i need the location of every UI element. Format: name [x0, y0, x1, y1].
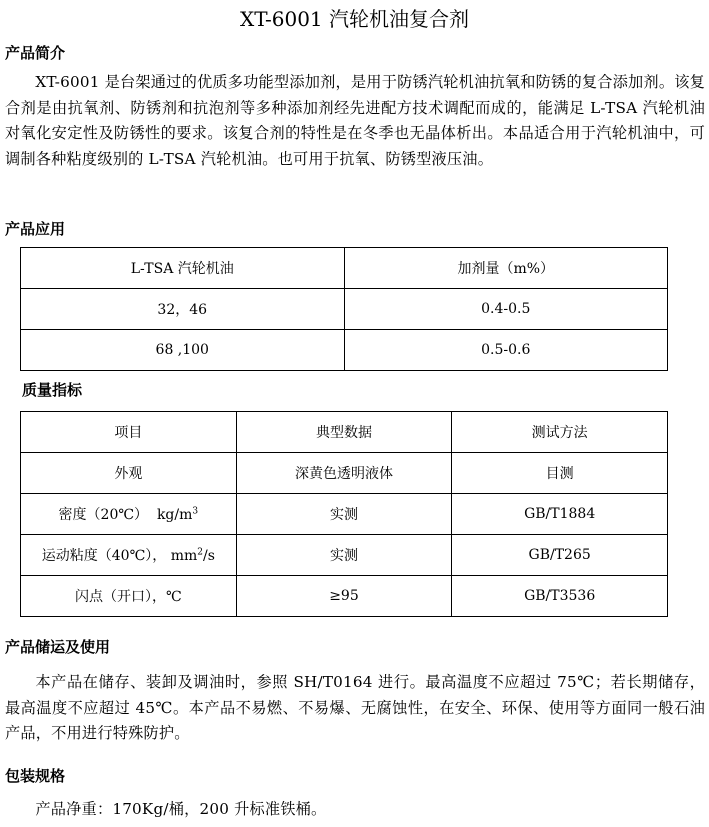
item-label: 闪点（开口），℃	[74, 589, 182, 605]
table-cell-item	[21, 494, 237, 535]
unit-label: kg/m	[156, 507, 193, 523]
table-header-cell: 测试方法	[452, 412, 668, 453]
table-header-row	[21, 248, 668, 289]
table-cell-method: GB/T1884	[452, 494, 668, 535]
packaging-paragraph: 产品净重：170Kg/桶，200 升标准铁桶。	[35, 800, 327, 818]
table-cell-method: 目测	[452, 453, 668, 494]
intro-heading: 产品简介	[5, 44, 66, 62]
unit-superscript: 2	[197, 547, 203, 558]
document-title: XT-6001 汽轮机油复合剂	[239, 7, 469, 31]
table-cell-method: GB/T3536	[452, 576, 668, 617]
table-cell-method: GB/T265	[452, 535, 668, 576]
quality-table	[20, 411, 668, 617]
table-header-cell: 项目	[21, 412, 237, 453]
unit-superscript: 3	[192, 506, 199, 517]
table-row	[21, 453, 668, 494]
item-label: 运动粘度（40℃），	[41, 548, 167, 564]
table-cell-value: 深黄色透明液体	[236, 453, 452, 494]
table-cell-value: 实测	[236, 535, 452, 576]
application-heading: 产品应用	[5, 220, 66, 238]
table-cell-item	[21, 453, 237, 494]
packaging-heading: 包装规格	[5, 767, 66, 785]
table-cell-item	[21, 535, 237, 576]
table-header-cell: L-TSA 汽轮机油	[21, 248, 345, 289]
table-header-row	[21, 412, 668, 453]
table-cell: 32，46	[21, 289, 345, 330]
application-table	[20, 247, 668, 371]
table-header-cell: 典型数据	[236, 412, 452, 453]
table-cell: 0.5-0.6	[344, 330, 668, 371]
table-row	[21, 535, 668, 576]
table-row	[21, 289, 668, 330]
unit-label: mm	[170, 548, 198, 564]
table-cell-value: ≥95	[236, 576, 452, 617]
item-label: 密度（20℃）	[58, 507, 149, 523]
table-cell-value: 实测	[236, 494, 452, 535]
table-cell: 0.4-0.5	[344, 289, 668, 330]
quality-heading: 质量指标	[22, 381, 83, 399]
table-cell-item	[21, 576, 237, 617]
table-row	[21, 330, 668, 371]
intro-paragraph: XT-6001 是台架通过的优质多功能型添加剂，是用于防锈汽轮机油抗氧和防锈的复合添加剂。该复合剂是由抗氧剂、防锈剂和抗泡剂等多种添加剂经先进配方技术调配而成的，能满足 L-TSA 汽轮机油对氧化安定性及防锈性的要求。该复合剂的特性是在冬季也无晶体析出。本品适合用于汽轮机油中，可调制各种粘度级别的 L-TSA 汽轮机油。也可用于抗氧、防锈型液压油。	[5, 73, 705, 168]
unit-tail: /s	[202, 548, 215, 564]
table-row	[21, 576, 668, 617]
storage-heading: 产品储运及使用	[5, 638, 111, 656]
storage-paragraph: 本产品在储存、装卸及调油时，参照 SH/T0164 进行。最高温度不应超过 75℃；若长期储存，最高温度不应超过 45℃。本产品不易燃、不易爆、无腐蚀性，在安全、环保、使用等方面同一般石油产品，不用进行特殊防护。	[5, 673, 705, 742]
item-label: 外观	[114, 466, 143, 482]
table-header-cell: 加剂量（m%）	[344, 248, 668, 289]
table-cell: 68 ,100	[21, 330, 345, 371]
table-row	[21, 494, 668, 535]
